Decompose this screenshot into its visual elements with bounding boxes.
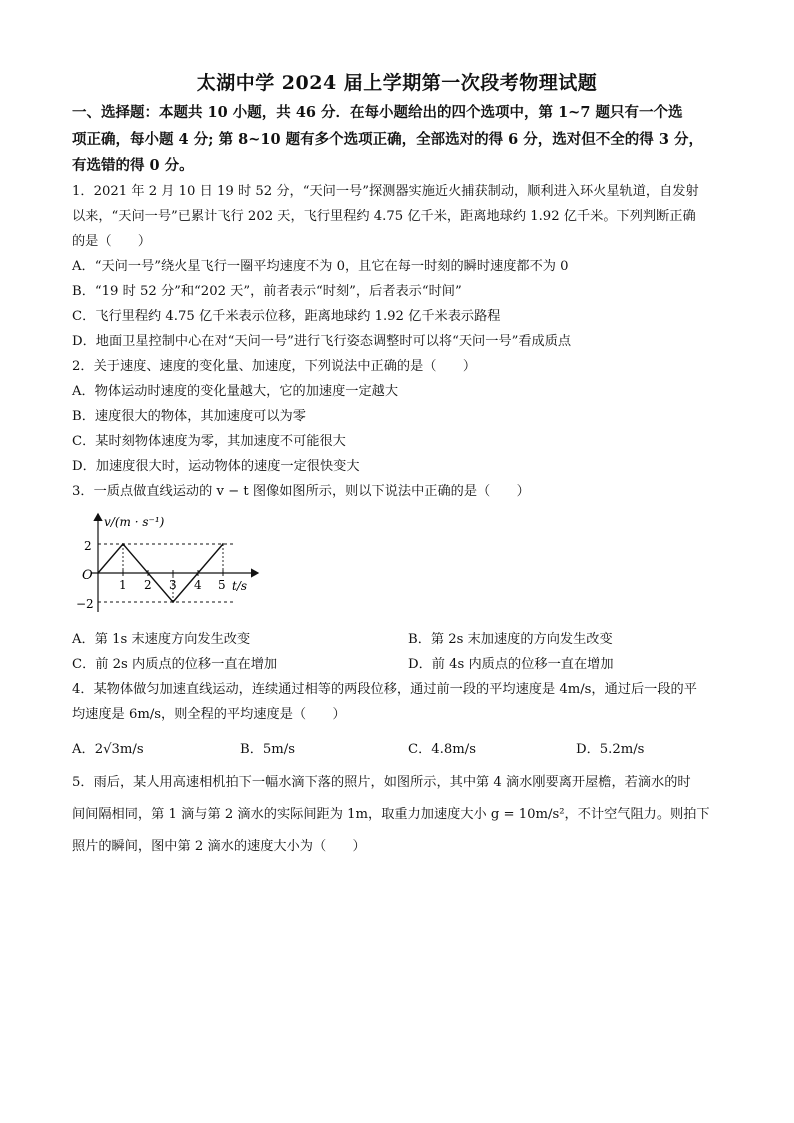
q2-option-b: B．速度很大的物体，其加速度可以为零 [72,409,306,424]
data-point-0 [97,572,99,574]
q2-option-c: C．某时刻物体速度为零，其加速度不可能很大 [72,434,346,449]
q2-option-a: A．物体运动时速度的变化量越大，它的加速度一定越大 [72,384,399,399]
data-point-1 [122,543,124,545]
q4-option-d: D．5.2m/s [576,742,645,757]
q2-option-d: D．加速度很大时，运动物体的速度一定很快变大 [72,459,360,474]
q4-option-b: B．5m/s [240,742,295,757]
q3-option-b: B．第 2s 末加速度的方向发生改变 [408,632,613,647]
data-point-2 [172,601,174,603]
data-point-3 [222,543,224,545]
vt-graph [72,508,262,620]
y-tick-label-neg: −2 [76,597,94,611]
x-tick-label-2: 2 [144,578,152,592]
x-tick-label-1: 1 [119,578,127,592]
q5-stem-line3: 照片的瞬间，图中第 2 滴水的速度大小为（ ） [72,839,366,854]
q3-stem: 3．一质点做直线运动的 v − t 图像如图所示，则以下说法中正确的是（ ） [72,484,530,499]
q5-stem-line1: 5．雨后，某人用高速相机拍下一幅水滴下落的照片，如图所示，其中第 4 滴水刚要离开屋檐，若滴水的时 [72,775,691,790]
q1-stem-line1: 1．2021 年 2 月 10 日 19 时 52 分，“天问一号”探测器实施近火捕获制动，顺利进入环火星轨道，自发射 [72,184,699,199]
q3-option-a: A．第 1s 末速度方向发生改变 [72,632,251,647]
q5-stem-line2: 间间隔相同，第 1 滴与第 2 滴水的实际间距为 1m，取重力加速度大小 g = 10m/s²，不计空气阻力。则拍下 [72,807,710,822]
y-tick-label-pos: 2 [84,539,92,553]
q1-stem-line3: 的是（ ） [72,234,152,249]
q4-option-a: A．2√3m/s [72,742,144,757]
q1-option-b: B．“19 时 52 分”和“202 天”，前者表示“时刻”，后者表示“时间” [72,284,462,299]
q1-option-d: D．地面卫星控制中心在对“天问一号”进行飞行姿态调整时可以将“天问一号”看成质点 [72,334,572,349]
q4-stem-line2: 均速度是 6m/s，则全程的平均速度是（ ） [72,707,346,722]
q3-option-c: C．前 2s 内质点的位移一直在增加 [72,657,278,672]
q4-option-c: C．4.8m/s [408,742,476,757]
x-tick-label-4: 4 [194,578,202,592]
x-tick-label-3: 3 [169,578,177,592]
page-title: 太湖中学 2024 届上学期第一次段考物理试题 [196,72,598,94]
section-instructions-line3: 有选错的得 0 分。 [72,157,194,174]
origin-label: O [82,568,93,583]
q1-stem-line2: 以来，“天问一号”已累计飞行 202 天，飞行里程约 4.75 亿千米，距离地球约 1.92 亿千米。下列判断正确 [72,209,696,224]
q3-option-d: D．前 4s 内质点的位移一直在增加 [408,657,614,672]
x-axis-label: t/s [232,579,248,593]
q1-option-c: C．飞行里程约 4.75 亿千米表示位移，距离地球约 1.92 亿千米表示路程 [72,309,501,324]
section-instructions-line2: 项正确，每小题 4 分; 第 8~10 题有多个选项正确，全部选对的得 6 分，选对但不全的得 3 分， [72,131,703,148]
q4-stem-line1: 4．某物体做匀加速直线运动，连续通过相等的两段位移，通过前一段的平均速度是 4m/s，通过后一段的平 [72,682,697,697]
section-instructions-line1: 一、选择题：本题共 10 小题，共 46 分．在每小题给出的四个选项中，第 1~7 题只有一个选 [72,104,683,121]
y-axis-label: v/(m · s⁻¹) [104,515,165,529]
x-tick-label-5: 5 [218,578,226,592]
q1-option-a: A．“天问一号”绕火星飞行一圈平均速度不为 0，且它在每一时刻的瞬时速度都不为 0 [72,259,569,274]
q2-stem: 2．关于速度、速度的变化量、加速度，下列说法中正确的是（ ） [72,359,477,374]
